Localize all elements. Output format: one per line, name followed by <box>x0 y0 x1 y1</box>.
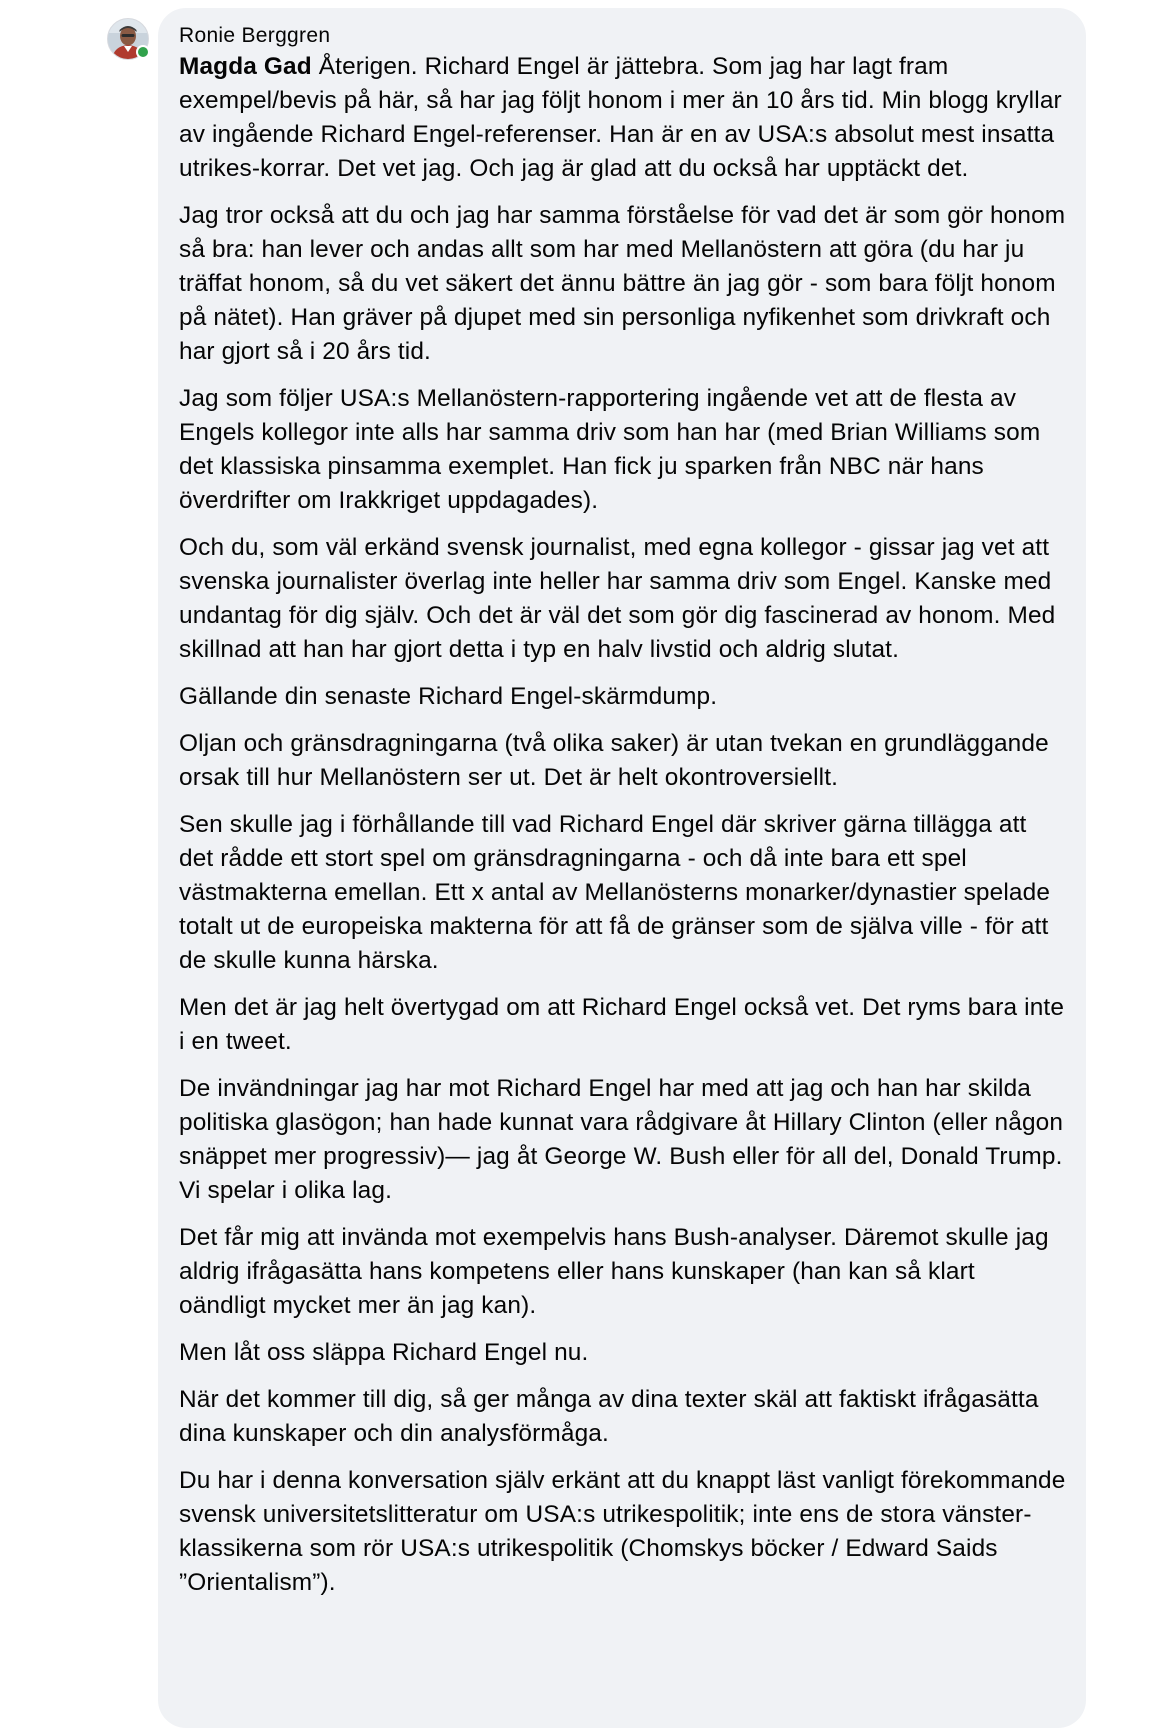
comment-paragraph-8: Men det är jag helt övertygad om att Richard Engel också vet. Det ryms bara inte i en tweet. <box>179 994 1065 1055</box>
comment-paragraph-9: De invändningar jag har mot Richard Engel har med att jag och han har skilda politiska glasögon; han hade kunnat vara rådgivare åt Hillary Clinton (eller någon snäppet mer progressiv)— jag åt George W. Bush eller för all del, Donald Trump. Vi spelar i olika lag. <box>179 1075 1064 1204</box>
comment-paragraph-13: Du har i denna konversation själv erkänt att du knappt läst vanligt förekommande svensk universitetslitteratur om USA:s utrikespolitik; inte ens de stora vänster-klassikerna som rör USA:s utrikespolitik (Chomskys böcker / Edward Saids ”Orientalism”). <box>179 1467 1066 1596</box>
paragraph-text: Återigen. Richard Engel är jättebra. Som jag har lagt fram exempel/bevis på här, så har jag följt honom i mer än 10 års tid. Min blogg kryllar av ingående Richard Engel-referenser. Han är en av USA:s absolut mest insatta utrikes-korrar. Det vet jag. Och jag är glad att du också har upptäckt det. <box>179 53 1062 182</box>
comment-paragraph-2: Jag tror också att du och jag har samma förståelse för vad det är som gör honom så bra: han lever och andas allt som har med Mellanöstern att göra (du har ju träffat honom, så du vet säkert det ännu bättre än jag gör - som bara följt honom på nätet). Han gräver på djupet med sin personliga nyfikenhet som drivkraft och har gjort så i 20 års tid. <box>179 202 1066 365</box>
comment-paragraph-10: Det får mig att invända mot exempelvis hans Bush-analyser. Däremot skulle jag aldrig ifrågasätta hans kompetens eller hans kunskaper (han kan så klart oändligt mycket mer än jag kan). <box>179 1224 1049 1319</box>
online-status-icon <box>136 45 150 59</box>
comment-author[interactable]: Ronie Berggren <box>179 24 331 47</box>
comment-paragraph-5: Gällande din senaste Richard Engel-skärmdump. <box>179 683 718 710</box>
comment-paragraph-11: Men låt oss släppa Richard Engel nu. <box>179 1339 589 1366</box>
comment-paragraph-3: Jag som följer USA:s Mellanöstern-rapportering ingående vet att de flesta av Engels kollegor inte alls har samma driv som han har (med Brian Williams som det klassiska pinsamma exemplet. Han fick ju sparken från NBC när hans överdrifter om Irakkriget uppdagades). <box>179 385 1041 514</box>
comment-paragraph-4: Och du, som väl erkänd svensk journalist, med egna kollegor - gissar jag vet att svenska journalister överlag inte heller har samma driv som Engel. Kanske med undantag för dig själv. Och det är väl det som gör dig fascinerad av honom. Med skillnad att han har gjort detta i typ en halv livstid och aldrig slutat. <box>179 534 1056 663</box>
comment-paragraph-6: Oljan och gränsdragningarna (två olika saker) är utan tvekan en grundläggande orsak till hur Mellanöstern ser ut. Det är helt okontroversiellt. <box>179 730 1049 791</box>
comment-paragraph-12: När det kommer till dig, så ger många av dina texter skäl att faktiskt ifrågasätta dina kunskaper och din analysförmåga. <box>179 1386 1039 1447</box>
comment-paragraph-1 <box>179 50 1066 186</box>
mention-link[interactable]: Magda Gad <box>179 53 312 80</box>
avatar[interactable] <box>107 18 149 60</box>
comment-bubble <box>158 8 1086 1728</box>
comment-paragraph-7: Sen skulle jag i förhållande till vad Richard Engel där skriver gärna tillägga att det rådde ett stort spel om gränsdragningarna - och då inte bara ett spel västmakterna emellan. Ett x antal av Mellanösterns monarker/dynastier spelade totalt ut de europeiska makterna för att få de gränser som de själva ville - för att de skulle kunna härska. <box>179 811 1051 974</box>
